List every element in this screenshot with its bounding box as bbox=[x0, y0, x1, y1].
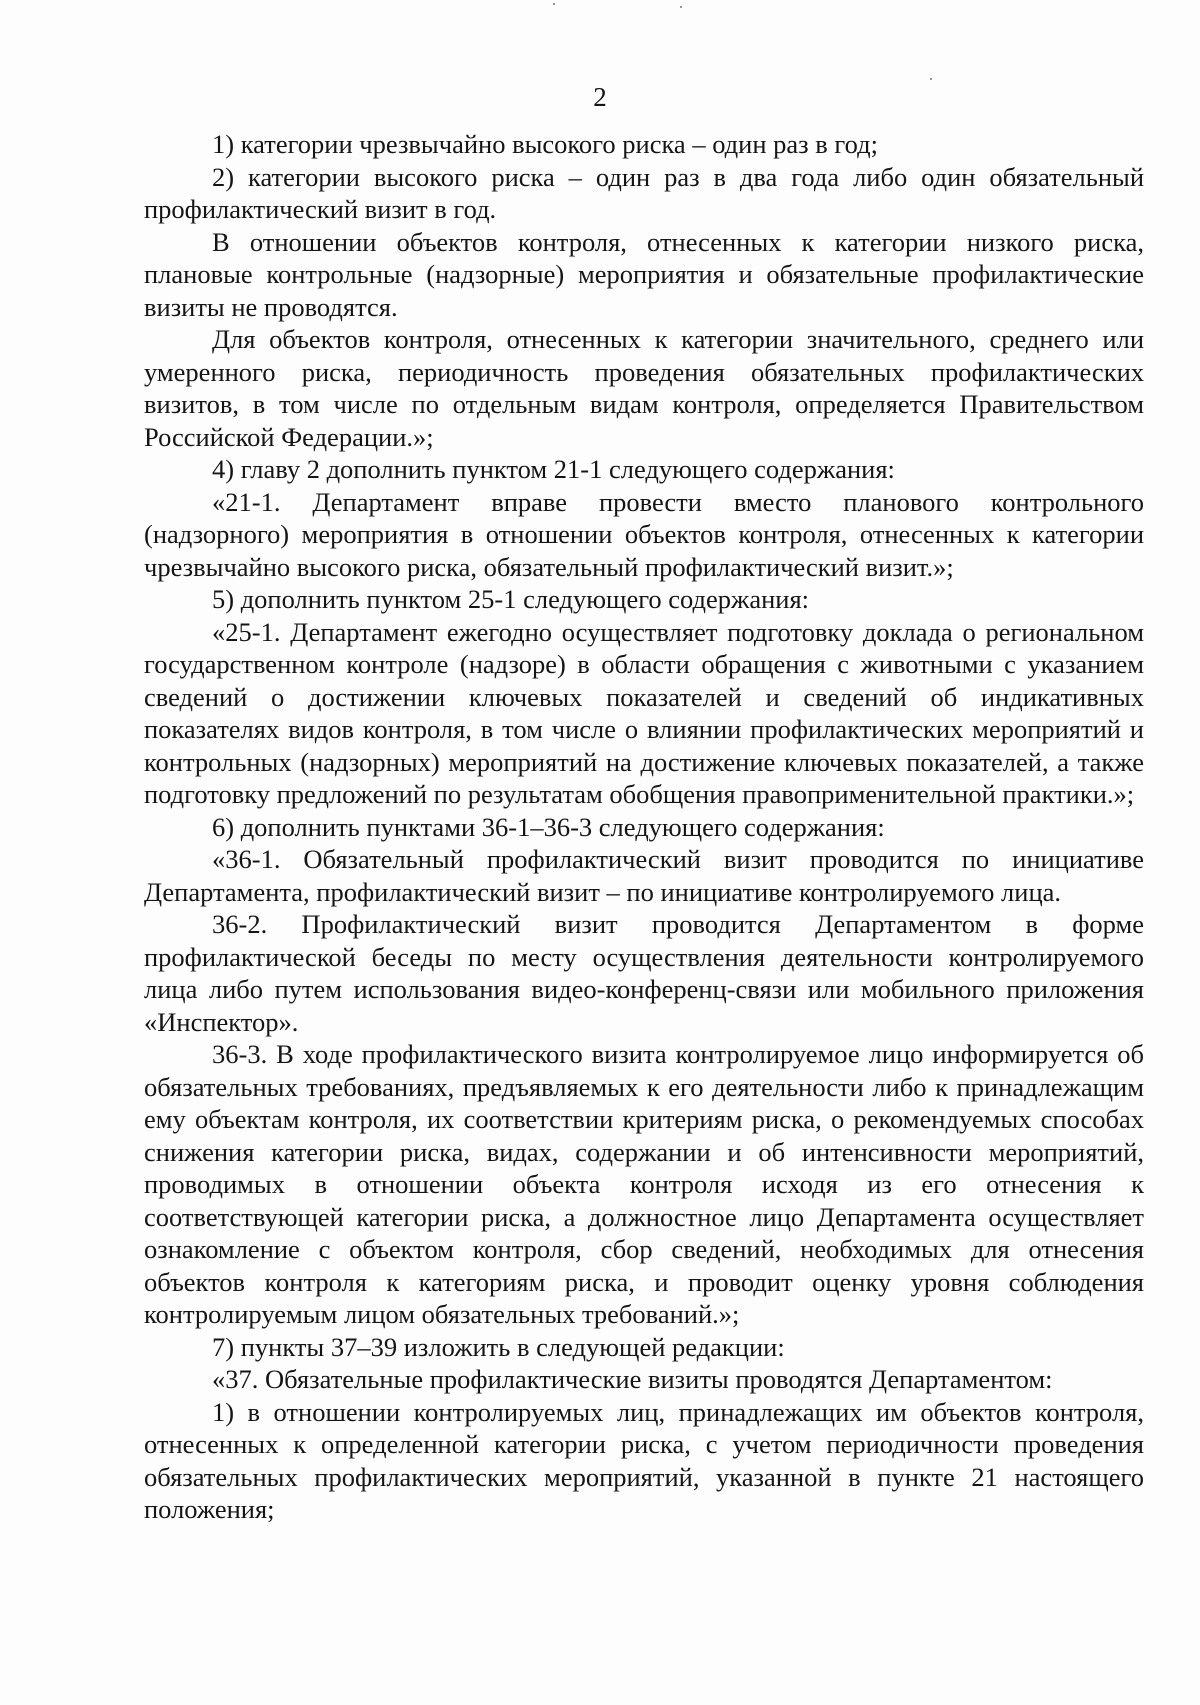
paragraph: 36-3. В ходе профилактического визита контролируемое лицо информируется об обязательных требованиях, предъявляемых к его деятельности либо к принадлежащим ему объектам контроля, их соответствии критериям риска, о рекомендуемых способах снижения категории риска, видах, содержании и об интенсивности мероприятий, проводимых в отношении объекта контроля исходя из его отнесения к соответствующей категории риска, а должностное лицо Департамента осуществляет ознакомление с объектом контроля, сбор сведений, необходимых для отнесения объектов контроля к категориям риска, и проводит оценку уровня соблюдения контролируемым лицом обязательных требований.»; bbox=[144, 1039, 1144, 1329]
paragraph: 7) пункты 37–39 изложить в следующей редакции: bbox=[212, 1331, 785, 1362]
scan-speck bbox=[930, 78, 932, 80]
paragraph: «21-1. Департамент вправе провести вместо планового контрольного (надзорного) мероприятия в отношении объектов контроля, отнесенных к категории чрезвычайно высокого риска, обязательный профилактический визит.»; bbox=[144, 486, 1144, 582]
scan-speck bbox=[680, 6, 682, 8]
page-number: 2 bbox=[593, 82, 607, 112]
paragraph: 1) в отношении контролируемых лиц, принадлежащих им объектов контроля, отнесенных к определенной категории риска, с учетом периодичности проведения обязательных профилактических мероприятий, указанной в пункте 21 настоящего положения; bbox=[144, 1396, 1144, 1524]
paragraph: «37. Обязательные профилактические визиты проводятся Департаментом: bbox=[212, 1364, 1053, 1394]
paragraph: 36-2. Профилактический визит проводится Департаментом в форме профилактической беседы по месту осуществления деятельности контролируемого лица либо путем использования видео-конференц-связи или мобильного приложения «Инспектор». bbox=[144, 909, 1144, 1037]
paragraph: 4) главу 2 дополнить пунктом 21-1 следующего содержания: bbox=[212, 454, 895, 484]
paragraph: 6) дополнить пунктами 36-1–36-3 следующего содержания: bbox=[212, 811, 885, 842]
paragraph: 5) дополнить пунктом 25-1 следующего содержания: bbox=[212, 584, 810, 614]
paragraph: 1) категории чрезвычайно высокого риска – один раз в год; bbox=[212, 129, 878, 159]
paragraph: В отношении объектов контроля, отнесенных к категории низкого риска, плановые контрольные (надзорные) мероприятия и обязательные профилактические визиты не проводятся. bbox=[144, 226, 1144, 322]
scan-speck bbox=[553, 3, 555, 5]
document-body bbox=[144, 128, 1144, 1526]
paragraph: Для объектов контроля, отнесенных к категории значительного, среднего или умеренного риска, периодичность проведения обязательных профилактических визитов, в том числе по отдельным видам контроля, определяется Правительством Российской Федерации.»; bbox=[144, 324, 1144, 452]
paragraph: 2) категории высокого риска – один раз в два года либо один обязательный профилактический визит в год. bbox=[144, 161, 1144, 224]
paragraph: «36-1. Обязательный профилактический визит проводится по инициативе Департамента, профилактический визит – по инициативе контролируемого лица. bbox=[144, 844, 1144, 907]
paragraph: «25-1. Департамент ежегодно осуществляет подготовку доклада о региональном государственном контроле (надзоре) в области обращения с животными с указанием сведений о достижении ключевых показателей и сведений об индикативных показателях видов контроля, в том числе о влиянии профилактических мероприятий и контрольных (надзорных) мероприятий на достижение ключевых показателей, а также подготовку предложений по результатам обобщения правоприменительной практики.»; bbox=[144, 616, 1144, 809]
